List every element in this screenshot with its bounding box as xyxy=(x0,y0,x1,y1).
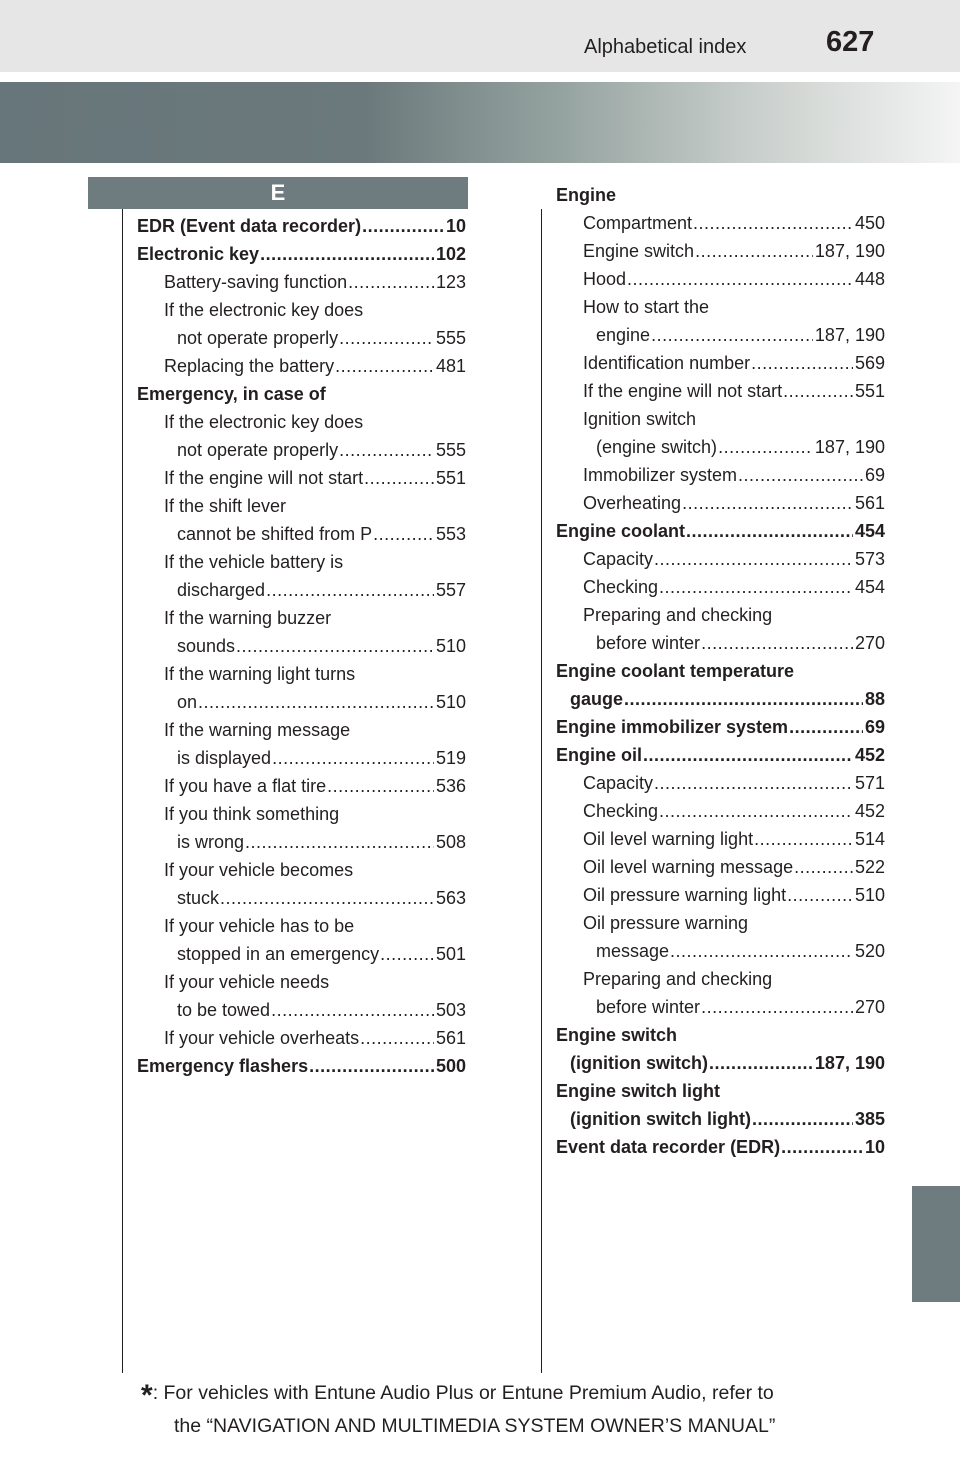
index-entry-page: 501 xyxy=(435,944,466,964)
index-entry-right-6 xyxy=(556,349,885,377)
dot-leader xyxy=(794,853,853,881)
index-entry-page: 88 xyxy=(864,689,885,709)
index-entry-left-22 xyxy=(137,828,466,856)
index-entry-label: Preparing and checking xyxy=(583,605,773,625)
dot-leader xyxy=(686,517,853,545)
index-entry-label: Oil level warning message xyxy=(583,857,794,877)
index-entry-right-7 xyxy=(556,377,885,405)
index-entry-page: 561 xyxy=(854,493,885,513)
index-entry-label: stopped in an emergency xyxy=(177,944,380,964)
index-entry-page: 555 xyxy=(435,328,466,348)
index-entry-right-3 xyxy=(556,265,885,293)
dot-leader xyxy=(659,797,853,825)
index-entry-page: 187, 190 xyxy=(814,437,885,457)
dot-leader xyxy=(738,461,863,489)
index-entry-right-32 xyxy=(556,1077,885,1105)
dot-leader xyxy=(373,520,434,548)
index-entry-label: Identification number xyxy=(583,353,751,373)
index-entry-right-27 xyxy=(556,937,885,965)
index-entry-right-22 xyxy=(556,797,885,825)
index-entry-left-13 xyxy=(137,576,466,604)
index-entry-label: Replacing the battery xyxy=(164,356,335,376)
index-entry-left-2 xyxy=(137,268,466,296)
index-entry-label: Capacity xyxy=(583,549,654,569)
section-letter: E xyxy=(270,180,286,205)
index-entry-label: not operate properly xyxy=(177,440,339,460)
index-entry-label: Engine switch xyxy=(583,241,695,261)
index-entry-label: sounds xyxy=(177,636,236,656)
index-entry-label: Ignition switch xyxy=(583,409,697,429)
index-entry-label: Engine coolant temperature xyxy=(556,661,795,681)
index-entry-page: 452 xyxy=(854,801,885,821)
index-entry-page: 454 xyxy=(854,577,885,597)
dot-leader xyxy=(380,940,434,968)
index-entry-right-17 xyxy=(556,657,885,685)
index-entry-left-17 xyxy=(137,688,466,716)
dot-leader xyxy=(339,324,434,352)
index-entry-page: 510 xyxy=(854,885,885,905)
index-entry-page: 481 xyxy=(435,356,466,376)
index-entry-label: on xyxy=(177,692,198,712)
dot-leader xyxy=(654,545,853,573)
index-entry-left-20 xyxy=(137,772,466,800)
index-entry-right-28 xyxy=(556,965,885,993)
index-entry-page: 270 xyxy=(854,633,885,653)
index-entry-page: 551 xyxy=(854,381,885,401)
index-entry-right-14 xyxy=(556,573,885,601)
index-entry-right-33 xyxy=(556,1105,885,1133)
dot-leader xyxy=(260,240,434,268)
index-entry-right-29 xyxy=(556,993,885,1021)
index-entry-left-4 xyxy=(137,324,466,352)
index-entry-right-15 xyxy=(556,601,885,629)
dot-leader xyxy=(327,772,434,800)
index-entry-label: If the engine will not start xyxy=(164,468,364,488)
index-entry-label: If the engine will not start xyxy=(583,381,783,401)
dot-leader xyxy=(651,321,813,349)
index-entry-label: is displayed xyxy=(177,748,272,768)
dot-leader xyxy=(236,632,434,660)
index-entry-right-19 xyxy=(556,713,885,741)
index-entry-page: 519 xyxy=(435,748,466,768)
dot-leader xyxy=(624,685,863,713)
index-entry-right-4 xyxy=(556,293,885,321)
index-entry-label: Compartment xyxy=(583,213,693,233)
index-entry-left-6 xyxy=(137,380,466,408)
dot-leader xyxy=(709,1049,813,1077)
dot-leader xyxy=(309,1052,434,1080)
dot-leader xyxy=(787,881,853,909)
index-entry-label: Electronic key xyxy=(137,244,260,264)
index-entry-right-24 xyxy=(556,853,885,881)
index-entry-label: Immobilizer system xyxy=(583,465,738,485)
index-entry-label: If you have a flat tire xyxy=(164,776,327,796)
index-entry-label: If the warning message xyxy=(164,720,351,740)
index-entry-label: discharged xyxy=(177,580,266,600)
footnote-line-1 xyxy=(141,1378,901,1411)
index-entry-left-0 xyxy=(137,212,466,240)
index-entry-label: Oil level warning light xyxy=(583,829,754,849)
index-entry-page: 571 xyxy=(854,773,885,793)
dot-leader xyxy=(362,212,444,240)
index-entry-right-10 xyxy=(556,461,885,489)
index-column-left xyxy=(137,212,466,1080)
chapter-banner xyxy=(0,82,960,163)
dot-leader xyxy=(718,433,813,461)
index-entry-label: (ignition switch light) xyxy=(570,1109,751,1129)
index-entry-right-18 xyxy=(556,685,885,713)
dot-leader xyxy=(643,741,853,769)
index-entry-right-23 xyxy=(556,825,885,853)
index-entry-label: If the electronic key does xyxy=(164,412,364,432)
index-entry-left-18 xyxy=(137,716,466,744)
index-entry-right-9 xyxy=(556,433,885,461)
index-entry-page: 514 xyxy=(854,829,885,849)
dot-leader xyxy=(198,688,434,716)
dot-leader xyxy=(752,1105,853,1133)
index-entry-label: before winter xyxy=(596,997,701,1017)
footnote-text-1: : For vehicles with Entune Audio Plus or Entune Premium Audio, refer to xyxy=(152,1382,774,1404)
header-bar xyxy=(0,0,960,72)
index-entry-left-30 xyxy=(137,1052,466,1080)
dot-leader xyxy=(695,237,813,265)
footnote xyxy=(141,1378,901,1441)
index-entry-page: 561 xyxy=(435,1028,466,1048)
index-entry-label: message xyxy=(596,941,670,961)
index-entry-page: 536 xyxy=(435,776,466,796)
index-entry-page: 563 xyxy=(435,888,466,908)
index-entry-label: Engine xyxy=(556,185,617,205)
index-entry-label: Hood xyxy=(583,269,627,289)
index-entry-label: If your vehicle becomes xyxy=(164,860,354,880)
index-entry-right-20 xyxy=(556,741,885,769)
index-entry-left-3 xyxy=(137,296,466,324)
index-entry-page: 69 xyxy=(864,717,885,737)
index-entry-page: 510 xyxy=(435,636,466,656)
index-entry-label: Oil pressure warning light xyxy=(583,885,787,905)
dot-leader xyxy=(659,573,853,601)
dot-leader xyxy=(682,489,853,517)
dot-leader xyxy=(348,268,434,296)
index-entry-label: If the warning buzzer xyxy=(164,608,332,628)
index-entry-left-29 xyxy=(137,1024,466,1052)
index-entry-right-1 xyxy=(556,209,885,237)
index-entry-label: before winter xyxy=(596,633,701,653)
index-entry-left-11 xyxy=(137,520,466,548)
index-entry-left-25 xyxy=(137,912,466,940)
index-entry-page: 187, 190 xyxy=(814,241,885,261)
index-entry-label: not operate properly xyxy=(177,328,339,348)
index-entry-label: If your vehicle needs xyxy=(164,972,330,992)
index-entry-label: Checking xyxy=(583,801,659,821)
index-entry-left-24 xyxy=(137,884,466,912)
index-entry-right-8 xyxy=(556,405,885,433)
index-entry-label: is wrong xyxy=(177,832,245,852)
index-entry-label: Engine switch xyxy=(556,1025,678,1045)
index-entry-right-5 xyxy=(556,321,885,349)
page-title: Alphabetical index xyxy=(584,36,747,58)
index-entry-label: If you think something xyxy=(164,804,340,824)
index-entry-label: stuck xyxy=(177,888,220,908)
index-entry-page: 510 xyxy=(435,692,466,712)
index-entry-page: 385 xyxy=(854,1109,885,1129)
dot-leader xyxy=(701,993,853,1021)
dot-leader xyxy=(783,377,853,405)
index-entry-right-13 xyxy=(556,545,885,573)
index-entry-left-1 xyxy=(137,240,466,268)
index-entry-left-8 xyxy=(137,436,466,464)
section-letter-header xyxy=(88,177,468,209)
index-entry-right-25 xyxy=(556,881,885,909)
index-entry-left-5 xyxy=(137,352,466,380)
index-entry-left-7 xyxy=(137,408,466,436)
index-entry-right-31 xyxy=(556,1049,885,1077)
index-entry-page: 123 xyxy=(435,272,466,292)
dot-leader xyxy=(627,265,853,293)
index-entry-left-28 xyxy=(137,996,466,1024)
dot-leader xyxy=(670,937,853,965)
index-entry-left-23 xyxy=(137,856,466,884)
index-entry-label: engine xyxy=(596,325,651,345)
dot-leader xyxy=(693,209,853,237)
dot-leader xyxy=(364,464,434,492)
index-entry-label: If the electronic key does xyxy=(164,300,364,320)
index-entry-right-16 xyxy=(556,629,885,657)
index-entry-label: Emergency flashers xyxy=(137,1056,309,1076)
index-entry-page: 187, 190 xyxy=(814,1053,885,1073)
index-entry-right-0 xyxy=(556,181,885,209)
index-entry-label: If the shift lever xyxy=(164,496,287,516)
index-entry-label: If the vehicle battery is xyxy=(164,552,344,572)
index-entry-label: Checking xyxy=(583,577,659,597)
dot-leader xyxy=(781,1133,863,1161)
dot-leader xyxy=(245,828,434,856)
index-entry-right-12 xyxy=(556,517,885,545)
index-entry-label: If your vehicle overheats xyxy=(164,1028,360,1048)
index-entry-page: 553 xyxy=(435,524,466,544)
index-entry-label: Overheating xyxy=(583,493,682,513)
dot-leader xyxy=(754,825,853,853)
dot-leader xyxy=(701,629,853,657)
index-entry-label: gauge xyxy=(570,689,624,709)
index-entry-right-34 xyxy=(556,1133,885,1161)
index-entry-page: 448 xyxy=(854,269,885,289)
index-entry-page: 551 xyxy=(435,468,466,488)
index-entry-page: 452 xyxy=(854,745,885,765)
index-entry-page: 503 xyxy=(435,1000,466,1020)
index-entry-page: 569 xyxy=(854,353,885,373)
dot-leader xyxy=(654,769,853,797)
index-entry-page: 10 xyxy=(445,216,466,236)
index-entry-page: 187, 190 xyxy=(814,325,885,345)
index-entry-label: to be towed xyxy=(177,1000,271,1020)
index-entry-label: Engine immobilizer system xyxy=(556,717,789,737)
index-entry-label: (engine switch) xyxy=(596,437,718,457)
index-entry-left-16 xyxy=(137,660,466,688)
index-entry-right-30 xyxy=(556,1021,885,1049)
index-entry-left-26 xyxy=(137,940,466,968)
dot-leader xyxy=(220,884,434,912)
index-entry-page: 555 xyxy=(435,440,466,460)
index-entry-page: 520 xyxy=(854,941,885,961)
index-entry-left-15 xyxy=(137,632,466,660)
index-entry-label: Capacity xyxy=(583,773,654,793)
index-entry-label: Battery-saving function xyxy=(164,272,348,292)
index-entry-label: If your vehicle has to be xyxy=(164,916,355,936)
index-entry-page: 102 xyxy=(435,244,466,264)
index-entry-left-10 xyxy=(137,492,466,520)
dot-leader xyxy=(335,352,434,380)
thumb-index-tab xyxy=(912,1186,960,1302)
index-entry-label: Preparing and checking xyxy=(583,969,773,989)
index-entry-page: 500 xyxy=(435,1056,466,1076)
right-column-rule xyxy=(541,209,542,1373)
page-number: 627 xyxy=(826,26,875,58)
index-entry-page: 69 xyxy=(864,465,885,485)
index-entry-label: Event data recorder (EDR) xyxy=(556,1137,781,1157)
index-entry-left-19 xyxy=(137,744,466,772)
dot-leader xyxy=(271,996,434,1024)
index-entry-label: Engine oil xyxy=(556,745,643,765)
index-entry-right-2 xyxy=(556,237,885,265)
index-entry-label: EDR (Event data recorder) xyxy=(137,216,362,236)
index-entry-label: cannot be shifted from P xyxy=(177,524,373,544)
index-entry-label: How to start the xyxy=(583,297,710,317)
index-entry-page: 10 xyxy=(864,1137,885,1157)
index-entry-page: 508 xyxy=(435,832,466,852)
index-entry-right-26 xyxy=(556,909,885,937)
index-entry-left-12 xyxy=(137,548,466,576)
index-entry-left-21 xyxy=(137,800,466,828)
dot-leader xyxy=(789,713,863,741)
index-entry-label: Engine coolant xyxy=(556,521,686,541)
index-entry-label: Oil pressure warning xyxy=(583,913,749,933)
index-entry-label: Engine switch light xyxy=(556,1081,721,1101)
footnote-asterisk: * xyxy=(141,1379,153,1412)
index-entry-label: (ignition switch) xyxy=(570,1053,708,1073)
dot-leader xyxy=(266,576,434,604)
index-entry-page: 573 xyxy=(854,549,885,569)
index-entry-right-11 xyxy=(556,489,885,517)
index-entry-page: 450 xyxy=(854,213,885,233)
index-entry-left-9 xyxy=(137,464,466,492)
dot-leader xyxy=(751,349,853,377)
index-entry-label: If the warning light turns xyxy=(164,664,356,684)
dot-leader xyxy=(339,436,434,464)
dot-leader xyxy=(272,744,434,772)
index-column-right xyxy=(556,181,885,1161)
index-entry-label: Emergency, in case of xyxy=(137,384,326,404)
index-entry-right-21 xyxy=(556,769,885,797)
index-entry-left-14 xyxy=(137,604,466,632)
footnote-line-2: the “NAVIGATION AND MULTIMEDIA SYSTEM OWNER’S MANUAL” xyxy=(174,1415,776,1437)
index-entry-page: 270 xyxy=(854,997,885,1017)
index-entry-page: 454 xyxy=(854,521,885,541)
index-entry-left-27 xyxy=(137,968,466,996)
index-entry-page: 522 xyxy=(854,857,885,877)
dot-leader xyxy=(360,1024,434,1052)
index-entry-page: 557 xyxy=(435,580,466,600)
left-column-rule xyxy=(122,209,123,1373)
